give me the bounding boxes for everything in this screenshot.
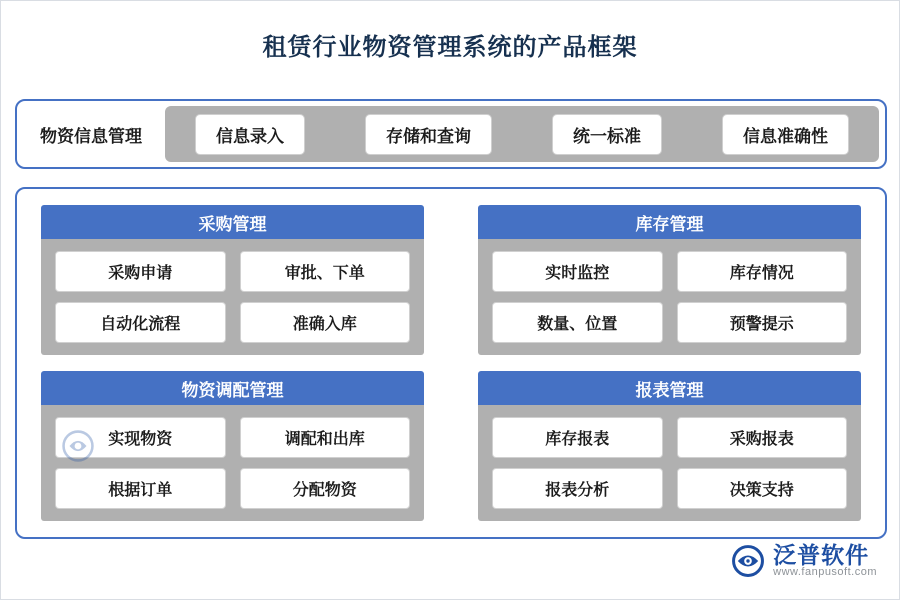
logo-url: www.fanpusoft.com	[773, 566, 877, 579]
module-item[interactable]: 采购报表	[677, 417, 848, 458]
brand-logo	[731, 543, 877, 579]
module-header: 报表管理	[478, 371, 861, 405]
module-item[interactable]: 采购申请	[55, 251, 226, 292]
module-body	[41, 405, 424, 521]
module-item[interactable]: 实时监控	[492, 251, 663, 292]
module-inventory	[478, 205, 861, 355]
top-band-items	[165, 106, 879, 162]
top-band-item[interactable]: 统一标准	[552, 114, 662, 155]
module-item[interactable]: 准确入库	[240, 302, 411, 343]
module-item[interactable]: 调配和出库	[240, 417, 411, 458]
module-header: 库存管理	[478, 205, 861, 239]
module-header: 物资调配管理	[41, 371, 424, 405]
top-band-item[interactable]: 存储和查询	[365, 114, 492, 155]
module-report	[478, 371, 861, 521]
modules-frame	[15, 187, 887, 539]
module-body	[478, 239, 861, 355]
top-band-item[interactable]: 信息准确性	[722, 114, 849, 155]
module-item[interactable]: 决策支持	[677, 468, 848, 509]
module-item[interactable]: 自动化流程	[55, 302, 226, 343]
module-item[interactable]: 根据订单	[55, 468, 226, 509]
module-item[interactable]: 审批、下单	[240, 251, 411, 292]
top-band-label: 物资信息管理	[40, 126, 142, 146]
module-item[interactable]: 预警提示	[677, 302, 848, 343]
module-body	[478, 405, 861, 521]
page-title: 租赁行业物资管理系统的产品框架	[262, 34, 638, 61]
module-item[interactable]: 分配物资	[240, 468, 411, 509]
company-logo-icon	[731, 544, 765, 578]
module-item[interactable]: 数量、位置	[492, 302, 663, 343]
module-header: 采购管理	[41, 205, 424, 239]
logo-name: 泛普软件	[773, 542, 870, 569]
top-band-section	[15, 99, 887, 169]
top-band-item[interactable]: 信息录入	[195, 114, 305, 155]
module-purchasing	[41, 205, 424, 355]
module-item[interactable]: 库存报表	[492, 417, 663, 458]
module-item[interactable]: 实现物资	[55, 417, 226, 458]
logo-text	[773, 543, 877, 579]
module-item[interactable]: 报表分析	[492, 468, 663, 509]
module-item[interactable]: 库存情况	[677, 251, 848, 292]
module-allocation	[41, 371, 424, 521]
module-body	[41, 239, 424, 355]
